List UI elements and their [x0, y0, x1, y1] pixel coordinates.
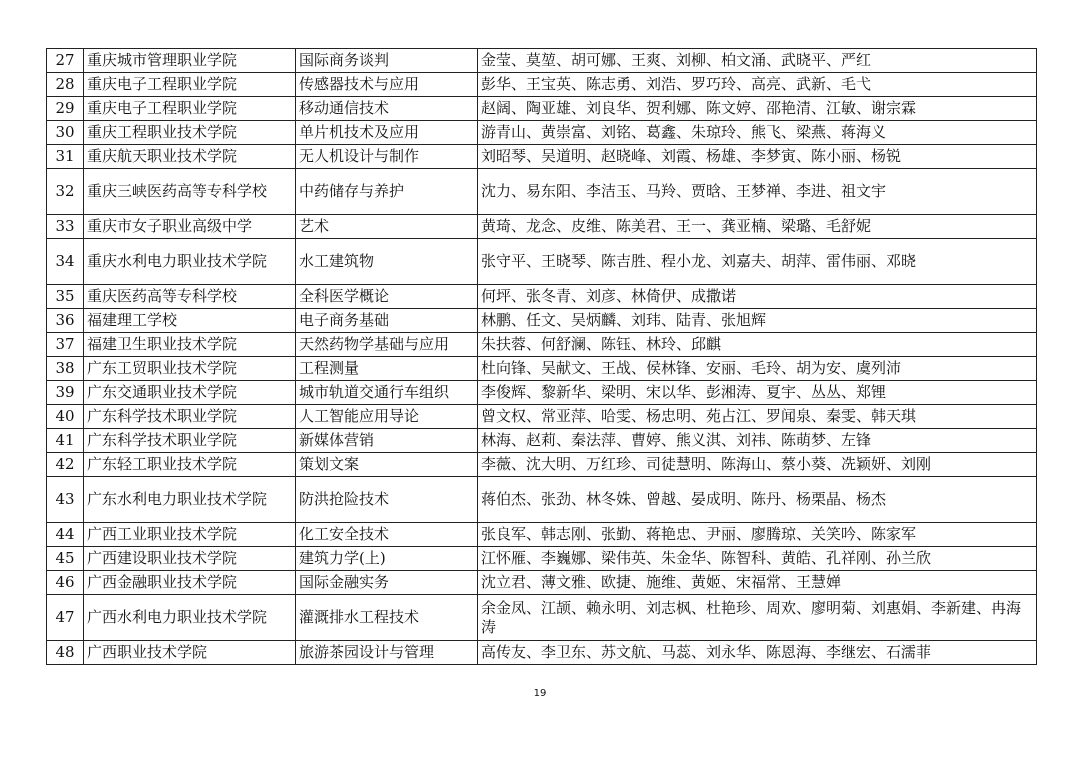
team-members: 何坪、张冬青、刘彦、林倚伊、成撒诺: [478, 285, 1037, 309]
school-name: 广东水利电力职业技术学院: [84, 477, 296, 523]
row-number: 44: [47, 523, 84, 547]
school-name: 重庆航天职业技术学院: [84, 145, 296, 169]
course-name: 移动通信技术: [296, 97, 478, 121]
table-row: [47, 477, 1037, 523]
table-row: [47, 97, 1037, 121]
school-name: 重庆市女子职业高级中学: [84, 215, 296, 239]
school-name: 重庆三峡医药高等专科学校: [84, 169, 296, 215]
team-members: 金莹、莫堃、胡可娜、王爽、刘柳、柏文涌、武晓平、严红: [478, 49, 1037, 73]
table-row: [47, 523, 1037, 547]
school-name: 重庆水利电力职业技术学院: [84, 239, 296, 285]
school-name: 重庆医药高等专科学校: [84, 285, 296, 309]
table-row: [47, 239, 1037, 285]
school-name: 广西职业技术学院: [84, 641, 296, 665]
course-name: 工程测量: [296, 357, 478, 381]
row-number: 29: [47, 97, 84, 121]
course-team-table: [46, 48, 1037, 665]
course-name: 人工智能应用导论: [296, 405, 478, 429]
team-members: 曾文权、常亚萍、哈雯、杨忠明、苑占江、罗闻泉、秦雯、韩天琪: [478, 405, 1037, 429]
course-name: 水工建筑物: [296, 239, 478, 285]
team-members: 蒋伯杰、张劲、林冬姝、曾越、晏成明、陈丹、杨栗晶、杨杰: [478, 477, 1037, 523]
team-members: 沈力、易东阳、李洁玉、马羚、贾晗、王梦禅、李进、祖文宇: [478, 169, 1037, 215]
school-name: 广东交通职业技术学院: [84, 381, 296, 405]
course-name: 防洪抢险技术: [296, 477, 478, 523]
row-number: 41: [47, 429, 84, 453]
school-name: 广东科学技术职业学院: [84, 429, 296, 453]
course-name: 传感器技术与应用: [296, 73, 478, 97]
course-name: 中药储存与养护: [296, 169, 478, 215]
table-row: [47, 215, 1037, 239]
team-members: 赵阔、陶亚雄、刘良华、贺利娜、陈文婷、邵艳清、江敏、谢宗霖: [478, 97, 1037, 121]
table-row: [47, 169, 1037, 215]
course-name: 电子商务基础: [296, 309, 478, 333]
page-number: 19: [533, 688, 547, 699]
team-members: 李俊辉、黎新华、梁明、宋以华、彭湘涛、夏宇、丛丛、郑锂: [478, 381, 1037, 405]
school-name: 广西水利电力职业技术学院: [84, 595, 296, 641]
course-name: 化工安全技术: [296, 523, 478, 547]
course-name: 单片机技术及应用: [296, 121, 478, 145]
school-name: 重庆工程职业技术学院: [84, 121, 296, 145]
row-number: 28: [47, 73, 84, 97]
table-row: [47, 595, 1037, 641]
table-row: [47, 641, 1037, 665]
team-members: 杜向锋、吴献文、王战、侯林锋、安丽、毛玲、胡为安、虞列沛: [478, 357, 1037, 381]
row-number: 30: [47, 121, 84, 145]
school-name: 广东工贸职业技术学院: [84, 357, 296, 381]
row-number: 40: [47, 405, 84, 429]
row-number: 48: [47, 641, 84, 665]
team-members: 刘昭琴、吴道明、赵晓峰、刘霞、杨雄、李梦寅、陈小丽、杨锐: [478, 145, 1037, 169]
school-name: 重庆城市管理职业学院: [84, 49, 296, 73]
school-name: 广西金融职业技术学院: [84, 571, 296, 595]
school-name: 福建理工学校: [84, 309, 296, 333]
team-members: 沈立君、薄文雅、欧捷、施维、黄姬、宋福常、王慧婵: [478, 571, 1037, 595]
team-members: 林鹏、任文、吴炳麟、刘玮、陆青、张旭辉: [478, 309, 1037, 333]
row-number: 39: [47, 381, 84, 405]
table-row: [47, 49, 1037, 73]
table-row: [47, 285, 1037, 309]
row-number: 38: [47, 357, 84, 381]
school-name: 广西工业职业技术学院: [84, 523, 296, 547]
team-members: 江怀雁、李巍娜、梁伟英、朱金华、陈智科、黄皓、孔祥刚、孙兰欣: [478, 547, 1037, 571]
row-number: 45: [47, 547, 84, 571]
team-members: 彭华、王宝英、陈志勇、刘浩、罗巧玲、高亮、武新、毛弋: [478, 73, 1037, 97]
team-members: 张守平、王晓琴、陈吉胜、程小龙、刘嘉夫、胡萍、雷伟丽、邓晓: [478, 239, 1037, 285]
table-row: [47, 571, 1037, 595]
course-name: 建筑力学(上): [296, 547, 478, 571]
team-members: 李薇、沈大明、万红珍、司徒慧明、陈海山、蔡小葵、冼颖妍、刘刚: [478, 453, 1037, 477]
school-name: 福建卫生职业技术学院: [84, 333, 296, 357]
table-row: [47, 405, 1037, 429]
course-name: 城市轨道交通行车组织: [296, 381, 478, 405]
row-number: 36: [47, 309, 84, 333]
team-members: 张良军、韩志刚、张勤、蒋艳忠、尹丽、廖腾琼、关笑吟、陈家军: [478, 523, 1037, 547]
course-name: 国际商务谈判: [296, 49, 478, 73]
table-row: [47, 357, 1037, 381]
course-name: 新媒体营销: [296, 429, 478, 453]
team-members: 林海、赵莉、秦法萍、曹婷、熊义淇、刘祎、陈萌梦、左锋: [478, 429, 1037, 453]
team-members: 黄琦、龙念、皮维、陈美君、王一、龚亚楠、梁璐、毛舒妮: [478, 215, 1037, 239]
row-number: 31: [47, 145, 84, 169]
table-row: [47, 73, 1037, 97]
row-number: 32: [47, 169, 84, 215]
school-name: 重庆电子工程职业学院: [84, 97, 296, 121]
table-row: [47, 333, 1037, 357]
course-name: 策划文案: [296, 453, 478, 477]
table-row: [47, 429, 1037, 453]
course-name: 灌溉排水工程技术: [296, 595, 478, 641]
team-members: 余金凤、江颉、赖永明、刘志枫、杜艳珍、周欢、廖明菊、刘惠娟、李新建、冉海涛: [478, 595, 1037, 641]
course-name: 全科医学概论: [296, 285, 478, 309]
school-name: 广西建设职业技术学院: [84, 547, 296, 571]
course-name: 天然药物学基础与应用: [296, 333, 478, 357]
table-row: [47, 309, 1037, 333]
table-row: [47, 145, 1037, 169]
school-name: 广东科学技术职业学院: [84, 405, 296, 429]
course-name: 无人机设计与制作: [296, 145, 478, 169]
course-name: 国际金融实务: [296, 571, 478, 595]
row-number: 43: [47, 477, 84, 523]
table-row: [47, 453, 1037, 477]
row-number: 42: [47, 453, 84, 477]
team-members: 高传友、李卫东、苏文航、马蕊、刘永华、陈恩海、李继宏、石濡菲: [478, 641, 1037, 665]
row-number: 33: [47, 215, 84, 239]
table-row: [47, 547, 1037, 571]
row-number: 27: [47, 49, 84, 73]
team-members: 朱扶蓉、何舒澜、陈钰、林玲、邱麒: [478, 333, 1037, 357]
row-number: 46: [47, 571, 84, 595]
table-row: [47, 121, 1037, 145]
row-number: 47: [47, 595, 84, 641]
team-members: 游青山、黄崇富、刘铭、葛鑫、朱琼玲、熊飞、梁燕、蒋海义: [478, 121, 1037, 145]
table-row: [47, 381, 1037, 405]
school-name: 重庆电子工程职业学院: [84, 73, 296, 97]
table-body: [47, 49, 1037, 665]
course-name: 艺术: [296, 215, 478, 239]
school-name: 广东轻工职业技术学院: [84, 453, 296, 477]
row-number: 35: [47, 285, 84, 309]
row-number: 34: [47, 239, 84, 285]
course-name: 旅游茶园设计与管理: [296, 641, 478, 665]
row-number: 37: [47, 333, 84, 357]
